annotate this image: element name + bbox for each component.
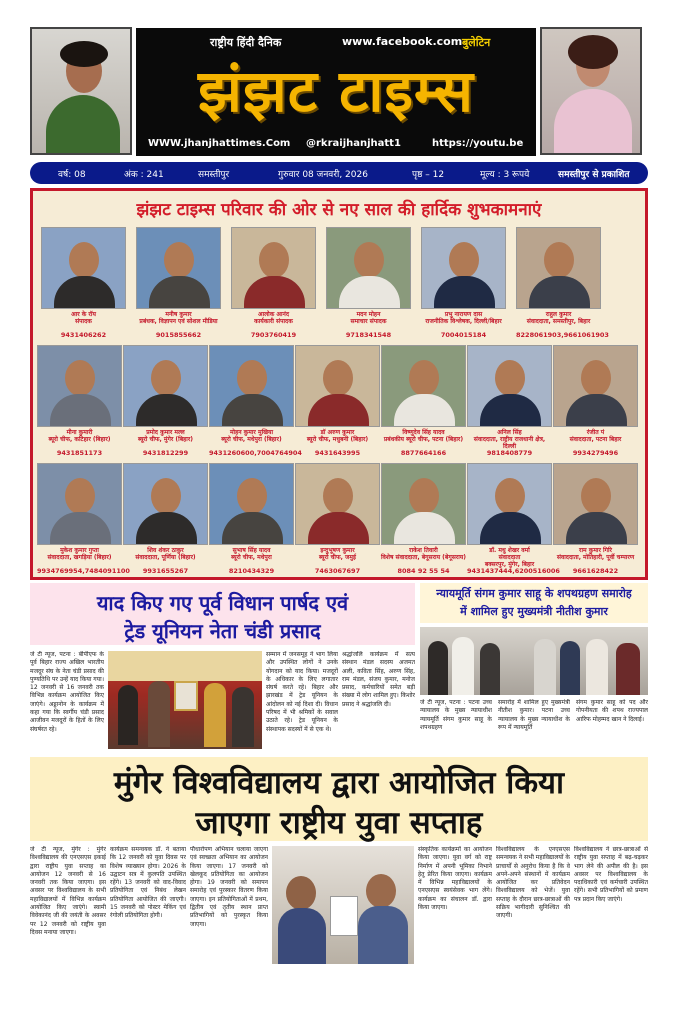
staff-name-title: आर के रॉय संपादक [71, 311, 96, 325]
person-head [581, 360, 611, 396]
staff-name-title: राम कुमार गिरि संवाददाता, मोतिहारी, पूर्वी चम्पारण [556, 547, 635, 561]
staff-photo [553, 345, 638, 427]
website-link[interactable]: WWW.jhanjhattimes.Com [148, 138, 291, 149]
headline-line-2: ट्रेड यूनियन नेता चंडी प्रसाद [124, 619, 321, 643]
staff-photo [295, 463, 380, 545]
staff-card [295, 463, 380, 576]
story-column-1: जे टी न्यूज, पटना : बीपीएफ के पूर्व बिहार राज्य अखिल भारतीय मजदूर संघ के नेता चंडी प्रसाद की पुण्यतिथि पर उन्हें याद किया गया। 12 जनवरी से 16 जनवरी तक विभिन्न कार्यक्रम आयोजित किए जाएंगे। अड्डानोन के कार्यक्रम में कहा गया कि स्वर्गीय चंडी प्रसाद आजीवन मजदूरों के हितों के लिए संघर्षरत रहे। [30, 651, 104, 733]
staff-name-title: शिव शंकर ठाकुर संवाददाता, पूर्णिया (बिहार) [135, 547, 196, 561]
staff-phone: 9431812299 [142, 449, 189, 457]
story-column-3: संगम कुमार साहू को पद और गोपनीयता की शपथ राज्यपाल आरिफ मोहम्मद खान ने दिलाई। [576, 699, 648, 723]
staff-name-title: रंजीत पं संवाददाता, पटना बिहार [569, 429, 622, 443]
person-body [54, 276, 115, 309]
person-head [286, 876, 316, 910]
person-body [50, 394, 111, 427]
person-head [366, 874, 396, 908]
staff-phone: 9934279496 [572, 449, 619, 457]
headline-line-2: में शामिल हुए मुख्यमंत्री नीतीश कुमार [460, 605, 608, 618]
staff-card [136, 227, 221, 340]
person-figure [616, 643, 640, 695]
right-portrait-photo [540, 27, 642, 155]
staff-phone: 9718341548 [345, 331, 392, 339]
person-head [323, 360, 353, 396]
staff-phone: 9931655267 [142, 567, 189, 575]
staff-photo [553, 463, 638, 545]
staff-phone: 8210434329 [228, 567, 275, 575]
staff-phone: 7463067697 [314, 567, 361, 575]
pages-label: पृष्ठ – 12 [412, 170, 445, 180]
story-chandi-prasad [30, 583, 415, 753]
person-body [529, 276, 590, 309]
staff-photo [37, 345, 122, 427]
person-head [495, 478, 525, 514]
person-head [151, 360, 181, 396]
person-head [409, 478, 439, 514]
staff-phone: 9431643995 [314, 449, 361, 457]
person-figure [480, 643, 500, 695]
staff-phone: 9015855662 [155, 331, 202, 339]
masthead [0, 0, 677, 160]
staff-name-title: मनीष कुमार प्रबंधक, विज्ञापन एवं सोशल मीडिया [139, 311, 218, 325]
staff-name-title: मदन मोहन समाचार संपादक [350, 311, 387, 325]
person-head [409, 360, 439, 396]
staff-photo [381, 345, 466, 427]
staff-phone: 9431406262 [60, 331, 107, 339]
staff-name-title: डॉ. मधु शेखर वर्मा संवाददाता बक्सरपुर, मुंगेर, बिहार [484, 547, 535, 568]
tribute-photo [108, 651, 262, 749]
story-column-3: पौधारोपण अभियान चलाया जाएगा एवं स्वच्छता अभियान का आयोजन किया जाएगा। 17 जनवरी को खेलकूद प्रतियोगिता का आयोजन होगा। 19 जनवरी को समापन समारोह एवं पुरस्कार वितरण किया जाएगा। इन प्रतियोगिताओं में प्रथम, द्वितीय एवं तृतीय स्थान प्राप्त प्रतिभागियों को पुरस्कृत किया जाएगा। [190, 846, 268, 928]
staff-photo [41, 227, 126, 309]
headline-line-1: याद किए गए पूर्व विधान पार्षद एवं [96, 591, 349, 615]
staff-card [381, 345, 466, 458]
staff-phone: 7903760419 [250, 331, 297, 339]
story-headline [30, 583, 415, 645]
youtube-link[interactable]: https://youtu.be [432, 138, 524, 149]
person-head [151, 478, 181, 514]
person-figure [452, 637, 474, 695]
university-meeting-photo [272, 846, 414, 964]
person-figure [586, 639, 608, 695]
story-headline [420, 583, 648, 623]
staff-card [209, 345, 302, 458]
person-body [480, 512, 541, 545]
story-column-2: कार्यक्रम समन्वयक डॉ. ने बताया कि 12 जनवरी को युवा दिवस पर विशेष व्याख्यान होगा। 2026 के उद्घाटन सत्र में कुलपति उपस्थित रहेंगे। 13 जनवरी को वाद-विवाद प्रतियोगिता एवं निबंध लेखन प्रतियोगिता आयोजित की जाएगी। 15 जनवरी को पोस्टर मेकिंग एवं रंगोली प्रतियोगिता होगी। [110, 846, 186, 920]
staff-photo [467, 463, 552, 545]
person-head [237, 478, 267, 514]
banner-backdrop [108, 651, 262, 681]
person-body [244, 276, 305, 309]
greetings-title: झंझट टाइम्स परिवार की ओर से नए साल की हार्दिक शुभकामनाएं [136, 200, 542, 220]
staff-card [123, 345, 208, 458]
person-body [136, 394, 197, 427]
staff-card [467, 463, 560, 576]
staff-name-title: प्रमोद कुमार मल्ल ब्यूरो चीफ, मुंगेर (बिहार) [137, 429, 194, 443]
staff-phone: 7004015184 [440, 331, 487, 339]
portrait-hair [568, 35, 618, 69]
oath-ceremony-photo [420, 627, 648, 695]
story-column-4: संस्कृतिक कार्यक्रमों का आयोजन किया जाएगा। युवा वर्ग को राष्ट्र निर्माण में अपनी भूमिका निभाने हेतु प्रेरित किया जाएगा। कार्यक्रम में विभिन्न महाविद्यालयों के एनएसएस स्वयंसेवक भाग लेंगे। कार्यक्रम का संचालन डॉ. द्वारा किया जाएगा। [418, 846, 492, 912]
staff-card [295, 345, 380, 458]
staff-card [41, 227, 126, 340]
person-head [581, 478, 611, 514]
person-figure [232, 687, 254, 747]
bulletin-label: बुलेटिन [462, 36, 491, 49]
staff-card [381, 463, 466, 576]
person-head [544, 242, 574, 278]
headline-line-2: जाएगा राष्ट्रीय युवा सप्ताह [195, 805, 483, 841]
person-head [164, 242, 194, 278]
headline-line-1: मुंगेर विश्वविद्यालय द्वारा आयोजित किया [113, 765, 565, 801]
staff-photo [421, 227, 506, 309]
national-daily-tag: राष्ट्रीय हिंदी दैनिक [210, 36, 282, 49]
date-label: गुरुवार 08 जनवरी, 2026 [278, 170, 368, 180]
published-from-label: समस्तीपुर से प्रकाशित [558, 170, 630, 180]
person-head [65, 360, 95, 396]
person-body [566, 394, 627, 427]
staff-name-title: सुभाष सिंह यादव ब्यूरो चीफ, मधेपुरा [231, 547, 272, 561]
person-body [358, 906, 408, 964]
staff-photo [295, 345, 380, 427]
person-body [480, 394, 541, 427]
person-figure [204, 683, 226, 747]
portrait-hair [60, 41, 108, 67]
person-figure [428, 641, 448, 695]
staff-name-title: मोहन कुमार मुखिया ब्यूरो चीफ, मधेपुरा (बिहार) [221, 429, 282, 443]
staff-phone: 9431260600,7004764904 [209, 449, 302, 457]
person-head [354, 242, 384, 278]
staff-name-title: विष्णुदेव सिंह यादव प्रबंधकीय ब्यूरो चीफ, पटना (बिहार) [383, 429, 464, 443]
price-label: मूल्य : 3 रूपये [480, 170, 530, 180]
story-column-2: सम्मान में जनसमूह ने भाग लिया और उपस्थित लोगों ने उनके योगदान को याद किया। मजदूरों के अधिकार के लिए लगातार संघर्ष करते रहे। बिहार और झारखंड में ट्रेड यूनियन के आंदोलन को नई दिशा दी। विधान परिषद में भी श्रमिकों के सवाल उठाते रहे। ट्रेड यूनियन के संस्थापक सदस्यों में से एक थे। [266, 651, 338, 733]
staff-card [421, 227, 506, 340]
staff-card [553, 463, 638, 576]
staff-card [516, 227, 609, 340]
staff-card [37, 463, 130, 576]
story-column-5: विश्वविद्यालय के एनएसएस समन्वयक ने सभी महाविद्यालयों के प्राचार्यों से अनुरोध किया है कि वे अपने-अपने संस्थानों में कार्यक्रम आयोजित कर प्रतिवेदन विश्वविद्यालय को भेजें। युवा सप्ताह के दौरान छात्र-छात्राओं की सक्रिय भागीदारी सुनिश्चित की जाएगी। [496, 846, 570, 920]
staff-name-title: इन्दुभूषण कुमार ब्यूरो चीफ, जमुई [319, 547, 356, 561]
staff-phone: 8228061903,9661061903 [516, 331, 609, 339]
staff-photo [123, 463, 208, 545]
person-head [65, 478, 95, 514]
person-head [449, 242, 479, 278]
staff-name-title: आलोक आनंद कार्यकारी संपादक [254, 311, 293, 325]
staff-photo [37, 463, 122, 545]
portrait-body [554, 89, 632, 155]
person-head [259, 242, 289, 278]
year-label: वर्ष: 08 [58, 170, 86, 180]
staff-photo [381, 463, 466, 545]
person-body [278, 908, 326, 964]
staff-card [231, 227, 316, 340]
brand-top-row [136, 32, 536, 52]
staff-phone: 8084 92 55 54 [397, 567, 450, 575]
person-head [323, 478, 353, 514]
person-body [308, 512, 369, 545]
portrait-body [46, 95, 120, 155]
person-body [434, 276, 495, 309]
staff-phone: 9661628422 [572, 567, 619, 575]
staff-phone: 9934769954,7484091100 [37, 567, 130, 575]
issue-label: अंक : 241 [124, 170, 164, 180]
story-column-2: समारोह में शामिल हुए मुख्यमंत्री नीतीश कुमार। पटना उच्च न्यायालय के मुख्य न्यायाधीश के रूप में न्यायमूर्ति [498, 699, 570, 731]
person-figure [118, 685, 138, 745]
staff-photo [209, 463, 294, 545]
person-head [495, 360, 525, 396]
person-figure [560, 641, 580, 695]
university-headline [30, 757, 648, 841]
story-column-3: श्रद्धांजलि कार्यक्रम में सत्य संस्थान मंडल सदस्य अजमत अली, कविता सिंह, अरुण सिंह, राम मंडल, संजय कुमार, मनोज प्रसाद, कर्मचारियों समेत बड़ी संख्या में लोग शामिल हुए। किशोर प्रसाद ने श्रद्धांजलि दी। [342, 651, 415, 708]
person-body [394, 394, 455, 427]
staff-photo [136, 227, 221, 309]
staff-photo [231, 227, 316, 309]
staff-phone: 8877664166 [400, 449, 447, 457]
new-year-greetings-block [30, 188, 648, 580]
staff-name-title: डॉ अरुण कुमार ब्यूरो चीफ, मधुबनी (बिहार) [306, 429, 369, 443]
staff-card [467, 345, 552, 458]
person-body [222, 394, 283, 427]
portrait-frame [174, 681, 198, 711]
place-label: समस्तीपुर [198, 170, 230, 180]
document-sheet [330, 896, 358, 936]
person-head [69, 242, 99, 278]
person-body [222, 512, 283, 545]
staff-card [209, 463, 294, 576]
story-column-1: जे टी न्यूज, पटना : पटना उच्च न्यायालय के मुख्य न्यायाधीश न्यायमूर्ति संगम कुमार साहू के शपथग्रहण [420, 699, 492, 731]
staff-photo [467, 345, 552, 427]
issue-info-bar [30, 162, 648, 184]
staff-phone: 9818408779 [486, 449, 533, 457]
person-body [394, 512, 455, 545]
staff-photo [516, 227, 601, 309]
person-body [149, 276, 210, 309]
person-body [339, 276, 400, 309]
staff-photo [123, 345, 208, 427]
staff-card [326, 227, 411, 340]
left-portrait-photo [30, 27, 132, 155]
newspaper-title: झंझट टाइम्स [198, 57, 474, 125]
staff-name-title: राहुल कुमार संवाददाता, समस्तीपुर, बिहार [526, 311, 591, 325]
person-body [566, 512, 627, 545]
story-oath-ceremony [420, 583, 648, 753]
staff-card [553, 345, 638, 458]
person-head [237, 360, 267, 396]
staff-phone: 9431851173 [56, 449, 103, 457]
staff-name-title: अनिल सिंह संवाददाता, राष्ट्रीय राजधानी क्षेत्र, दिल्ली [473, 429, 546, 450]
person-body [136, 512, 197, 545]
story-column-6: विश्वविद्यालय ने छात्र-छात्राओं से राष्ट्रीय युवा सप्ताह में बढ़-चढ़कर भाग लेने की अपील की है। इस अवसर पर विश्वविद्यालय के पदाधिकारी एवं कर्मचारी उपस्थित रहेंगे। सभी प्रतिभागियों को प्रमाण पत्र प्रदान किए जाएंगे। [574, 846, 648, 903]
staff-phone: 9431437444,6200516006 [467, 567, 560, 575]
person-body [308, 394, 369, 427]
story-column-1: जे टी न्यूज, मुंगेर : मुंगेर विश्वविद्यालय की एनएसएस इकाई द्वारा राष्ट्रीय युवा सप्ताह का आयोजन 12 जनवरी से 16 जनवरी तक किया जाएगा। इस अवसर पर विश्वविद्यालय के सभी महाविद्यालयों में विभिन्न कार्यक्रम आयोजित किए जाएंगे। स्वामी विवेकानंद जी की जयंती के अवसर पर 12 जनवरी को राष्ट्रीय युवा दिवस मनाया जाएगा। [30, 846, 106, 936]
staff-card [37, 345, 122, 458]
person-figure [534, 639, 556, 695]
staff-name-title: मीना कुमारी ब्यूरो चीफ, कटिहार (बिहार) [48, 429, 111, 443]
staff-name-title: राकेश तिवारी विशेष संवाददाता, बेगूसराय (बेगूसराय) [381, 547, 467, 561]
headline-line-1: न्यायमूर्ति संगम कुमार साहू के शपथग्रहण समारोह [436, 587, 632, 600]
staff-name-title: मुकेश कुमार गुप्ता संवाददाता, खगड़िया (बिहार) [47, 547, 112, 561]
staff-photo [326, 227, 411, 309]
brand-bottom-row [136, 134, 536, 154]
person-figure [148, 681, 170, 747]
facebook-link[interactable]: www.facebook.com [342, 35, 463, 48]
staff-name-title: प्रभु नारायण दास राजनीतिक विश्लेषक, दिल्ली/बिहार [425, 311, 502, 325]
person-body [50, 512, 111, 545]
brand-banner [136, 28, 536, 156]
staff-photo [209, 345, 294, 427]
staff-card [123, 463, 208, 576]
twitter-handle[interactable]: @rkraijhanjhatt1 [306, 138, 401, 149]
